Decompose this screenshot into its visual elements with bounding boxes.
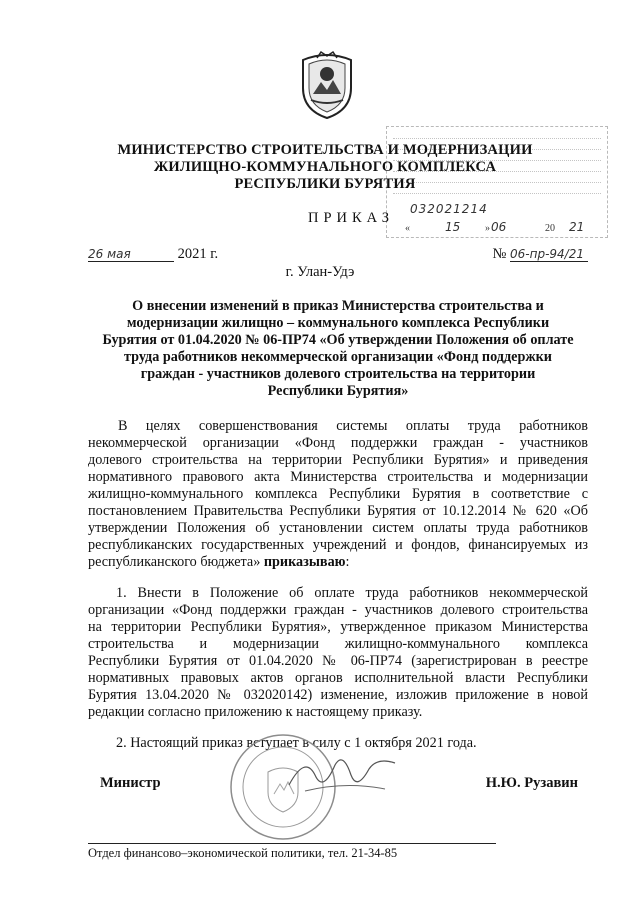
preamble-line: В целях совершенствования системы оплаты труда работников bbox=[118, 418, 588, 434]
preamble-line: жилищно-коммунального комплекса Республики Бурятия в соответствие с bbox=[88, 486, 588, 502]
signature-icon bbox=[285, 745, 405, 805]
preamble-line: некоммерческой организации «Фонд поддержки граждан - участников bbox=[88, 435, 588, 451]
item-1-paragraph bbox=[88, 585, 588, 721]
ministry-header bbox=[80, 142, 570, 193]
registration-date: « 15 »06 20 21 bbox=[405, 220, 585, 234]
preamble-paragraph bbox=[88, 418, 588, 571]
registration-number: 032021214 bbox=[410, 202, 488, 216]
order-date bbox=[88, 246, 218, 263]
signer-position: Министр bbox=[100, 775, 161, 791]
item-1-line: строительства и модернизации жилищно-коммунального комплекса bbox=[88, 636, 588, 652]
signer-name: Н.Ю. Рузавин bbox=[485, 775, 578, 791]
ministry-line: РЕСПУБЛИКИ БУРЯТИЯ bbox=[234, 176, 416, 192]
order-number bbox=[493, 246, 588, 263]
preamble-line: нормативного правового акта Министерства строительства и модернизации bbox=[88, 469, 588, 485]
preamble-line: постановлением Правительства Республики Бурятия от 10.12.2014 № 620 «Об bbox=[88, 503, 588, 519]
item-1-line: организации «Фонд поддержки граждан - участников долевого строительства bbox=[88, 602, 588, 618]
preamble-line: утверждении Положения об установлении систем оплаты труда работников bbox=[88, 520, 588, 536]
footer-contact: Отдел финансово–экономической политики, тел. 21-34-85 bbox=[88, 846, 398, 860]
item-1-line: редакции согласно приложению к настоящему приказу. bbox=[88, 704, 423, 720]
item-2-text: 2. Настоящий приказ вступает в силу с 1 октября 2021 года. bbox=[116, 735, 477, 751]
order-heading: ПРИКАЗ bbox=[308, 210, 395, 226]
coat-of-arms-icon bbox=[295, 50, 359, 120]
city-name: г. Улан-Удэ bbox=[285, 264, 355, 280]
preamble-line: долевого строительства на территории Республики Бурятия» и приведения bbox=[88, 452, 588, 468]
order-title bbox=[88, 298, 588, 400]
preamble-line: республиканского бюджета» приказываю: bbox=[88, 554, 350, 570]
preamble-keyword: приказываю bbox=[263, 554, 346, 570]
item-1-line: нормативных правовых актов органов исполнительной власти Республики bbox=[88, 670, 588, 686]
item-1-line: 1. Внести в Положение об оплате труда работников некоммерческой bbox=[116, 585, 588, 601]
footer-divider bbox=[88, 843, 496, 844]
handwritten-number: 06-пр-94/21 bbox=[510, 247, 588, 262]
title-line: труда работников некоммерческой организации «Фонд поддержки bbox=[124, 349, 552, 365]
title-line: О внесении изменений в приказ Министерства строительства и bbox=[132, 298, 544, 314]
handwritten-date: 26 мая bbox=[88, 247, 174, 262]
item-1-line: Бурятия 13.04.2020 № 032020142) изменение, изложив приложение в новой bbox=[88, 687, 588, 703]
title-line: Бурятия от 01.04.2020 № 06-ПР74 «Об утверждении Положения об оплате bbox=[102, 332, 574, 348]
preamble-line: республиканских государственных учреждений и фондов, финансируемых из bbox=[88, 537, 588, 553]
title-line: Республики Бурятия» bbox=[267, 383, 409, 399]
preamble-last-text: республиканского бюджета» bbox=[88, 554, 261, 570]
order-year: 2021 г. bbox=[177, 246, 219, 262]
number-sign: № bbox=[492, 246, 507, 262]
ministry-line: ЖИЛИЩНО-КОММУНАЛЬНОГО КОМПЛЕКСА bbox=[153, 159, 497, 175]
item-1-line: на территории Республики Бурятия», утвержденное приказом Министерства bbox=[88, 619, 588, 635]
title-line: граждан - участников долевого строительства на территории bbox=[140, 366, 536, 382]
date-number-row bbox=[88, 246, 588, 266]
ministry-line: МИНИСТЕРСТВО СТРОИТЕЛЬСТВА И МОДЕРНИЗАЦИИ bbox=[117, 142, 533, 158]
title-line: модернизации жилищно – коммунального комплекса Республики bbox=[126, 315, 550, 331]
item-1-line: Республики Бурятия от 01.04.2020 № 06-ПР74 (зарегистрирован в реестре bbox=[88, 653, 588, 669]
